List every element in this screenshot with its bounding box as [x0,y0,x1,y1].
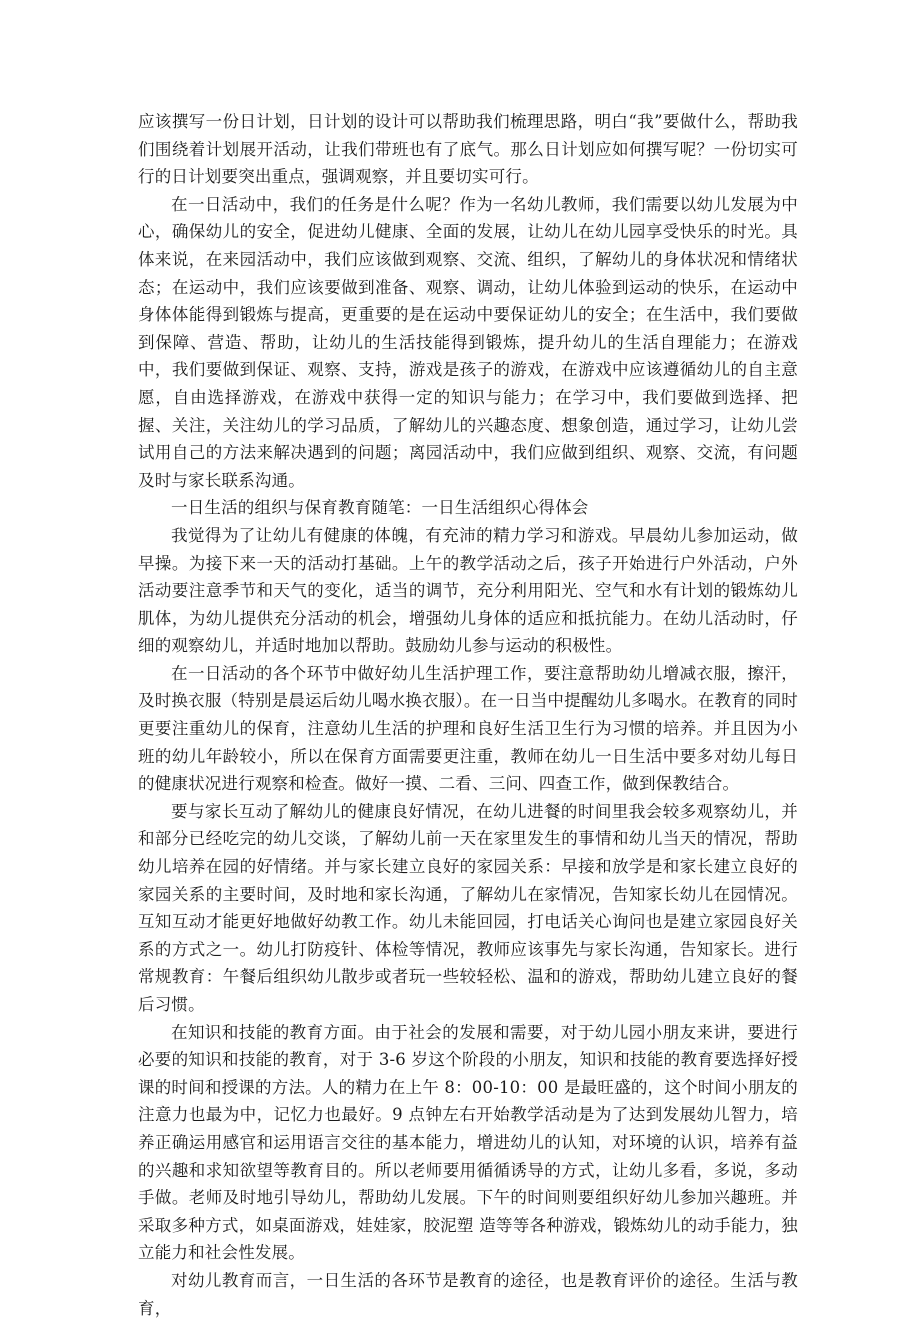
document-page [138,108,798,1322]
paragraph-3-heading: 一日生活的组织与保育教育随笔：一日生活组织心得体会 [171,498,589,518]
paragraph-8: 对幼儿教育而言，一日生活的各环节是教育的途径，也是教育评价的途径。生活与教育， [138,1270,798,1318]
paragraph-4: 我觉得为了让幼儿有健康的体魄，有充沛的精力学习和游戏。早晨幼儿参加运动，做早操。为接下来一天的活动打基础。上午的教学活动之后，孩子开始进行户外活动，户外活动要注意季节和天气的变化，适当的调节，充分利用阳光、空气和水有计划的锻炼幼儿肌体，为幼儿提供充分活动的机会，增强幼儿身体的适应和抵抗能力。在幼儿活动时，仔细的观察幼儿，并适时地加以帮助。鼓励幼儿参与运动的积极性。 [138,525,798,656]
paragraph-2: 在一日活动中，我们的任务是什么呢？作为一名幼儿教师，我们需要以幼儿发展为中心，确保幼儿的安全，促进幼儿健康、全面的发展，让幼儿在幼儿园享受快乐的时光。具体来说，在来园活动中，我们应该做到观察、交流、组织，了解幼儿的身体状况和情绪状态；在运动中，我们应该要做到准备、观察、调动，让幼儿体验到运动的快乐，在运动中身体体能得到锻炼与提高，更重要的是在运动中要保证幼儿的安全；在生活中，我们要做到保障、营造、帮助，让幼儿的生活技能得到锻炼，提升幼儿的生活自理能力；在游戏中，我们要做到保证、观察、支持，游戏是孩子的游戏，在游戏中应该遵循幼儿的自主意愿，自由选择游戏，在游戏中获得一定的知识与能力；在学习中，我们要做到选择、把握、关注，关注幼儿的学习品质，了解幼儿的兴趣态度、想象创造，通过学习，让幼儿尝试用自己的方法来解决遇到的问题；离园活动中，我们应做到组织、观察、交流，有问题及时与家长联系沟通。 [138,194,798,490]
paragraph-7: 在知识和技能的教育方面。由于社会的发展和需要，对于幼儿园小朋友来讲，要进行必要的知识和技能的教育，对于 3-6 岁这个阶段的小朋友，知识和技能的教育要选择好授课的时间和授课的方法。人的精力在上午 8：00-10：00 是最旺盛的，这个时间小朋友的注意力也最为中，记忆力也最好。9 点钟左右开始教学活动是为了达到发展幼儿智力，培养正确运用感官和运用语言交往的基本能力，增进幼儿的认知，对环境的认识，培养有益的兴趣和求知欲望等教育目的。所以老师要用循循诱导的方式，让幼儿多看，多说，多动手做。老师及时地引导幼儿，帮助幼儿发展。下午的时间则要组织好幼儿参加兴趣班。并采取多种方式，如桌面游戏，娃娃家，胶泥塑 造等等各种游戏，锻炼幼儿的动手能力，独立能力和社会性发展。 [138,1022,798,1263]
paragraph-6: 要与家长互动了解幼儿的健康良好情况，在幼儿进餐的时间里我会较多观察幼儿，并和部分已经吃完的幼儿交谈，了解幼儿前一天在家里发生的事情和幼儿当天的情况，帮助幼儿培养在园的好情绪。并与家长建立良好的家园关系：早接和放学是和家长建立良好的家园关系的主要时间，及时地和家长沟通，了解幼儿在家情况，告知家长幼儿在园情况。互知互动才能更好地做好幼教工作。幼儿未能回园，打电话关心询问也是建立家园良好关系的方式之一。幼儿打防疫针、体检等情况，教师应该事先与家长沟通，告知家长。进行常规教育：午餐后组织幼儿散步或者玩一些较轻松、温和的游戏，帮助幼儿建立良好的餐后习惯。 [138,801,798,1014]
paragraph-1: 应该撰写一份日计划，日计划的设计可以帮助我们梳理思路，明白“我”要做什么，帮助我们围绕着计划展开活动，让我们带班也有了底气。那么日计划应如何撰写呢？一份切实可行的日计划要突出重点，强调观察，并且要切实可行。 [138,112,798,187]
paragraph-5: 在一日活动的各个环节中做好幼儿生活护理工作，要注意帮助幼儿增减衣服，擦汗，及时换衣服（特别是晨运后幼儿喝水换衣服）。在一日当中提醒幼儿多喝水。在教育的同时更要注重幼儿的保育，注意幼儿生活的护理和良好生活卫生行为习惯的培养。并且因为小班的幼儿年龄较小，所以在保育方面需要更注重，教师在幼儿一日生活中要多对幼儿每日的健康状况进行观察和检查。做好一摸、二看、三问、四查工作，做到保教结合。 [138,663,798,794]
